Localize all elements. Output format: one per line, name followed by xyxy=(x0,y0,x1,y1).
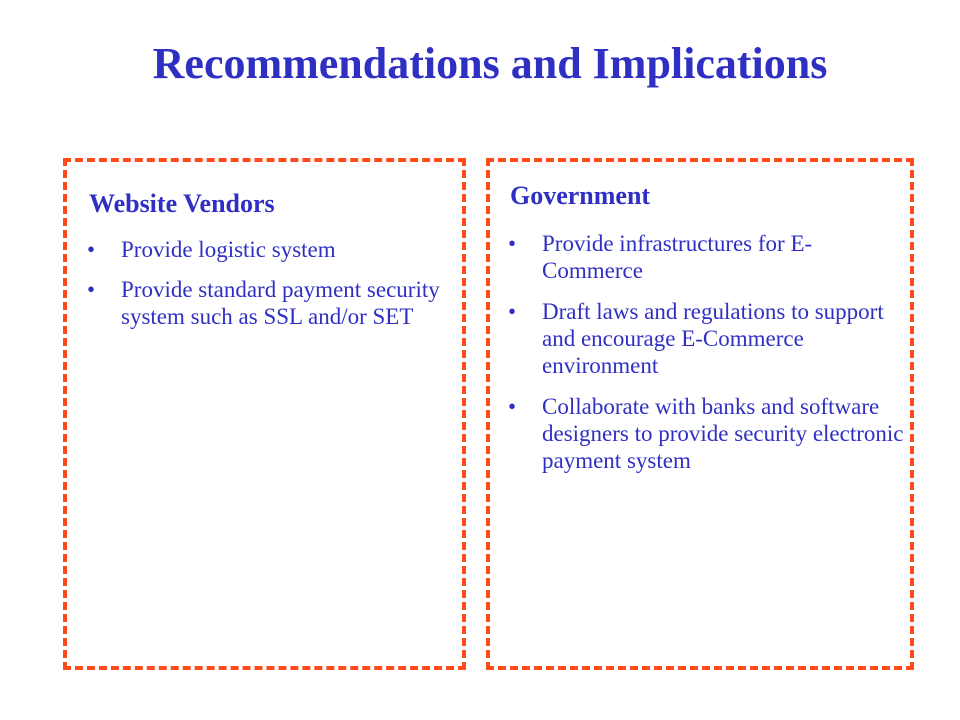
bullet-text: Collaborate with banks and software designers to provide security electronic payment system xyxy=(542,394,904,473)
slide-title: Recommendations and Implications xyxy=(152,39,828,88)
bullet-icon: • xyxy=(87,277,96,302)
list-item xyxy=(87,276,447,330)
website-vendors-heading: Website Vendors xyxy=(89,189,275,218)
government-list xyxy=(508,230,908,488)
list-item xyxy=(508,230,908,284)
government-heading: Government xyxy=(510,181,651,210)
list-item xyxy=(87,236,447,263)
bullet-icon: • xyxy=(87,237,96,262)
government-panel xyxy=(486,158,914,670)
bullet-text: Provide standard payment security system such as SSL and/or SET xyxy=(121,277,440,329)
bullet-icon: • xyxy=(508,231,517,256)
bullet-text: Provide logistic system xyxy=(121,237,336,262)
website-vendors-panel xyxy=(63,158,466,670)
website-vendors-list xyxy=(87,236,447,343)
bullet-icon: • xyxy=(508,299,517,324)
bullet-text: Provide infrastructures for E-Commerce xyxy=(542,231,813,283)
bullet-icon: • xyxy=(508,394,517,419)
list-item xyxy=(508,298,908,379)
list-item xyxy=(508,393,908,474)
bullet-text: Draft laws and regulations to support and encourage E-Commerce environment xyxy=(542,299,884,378)
